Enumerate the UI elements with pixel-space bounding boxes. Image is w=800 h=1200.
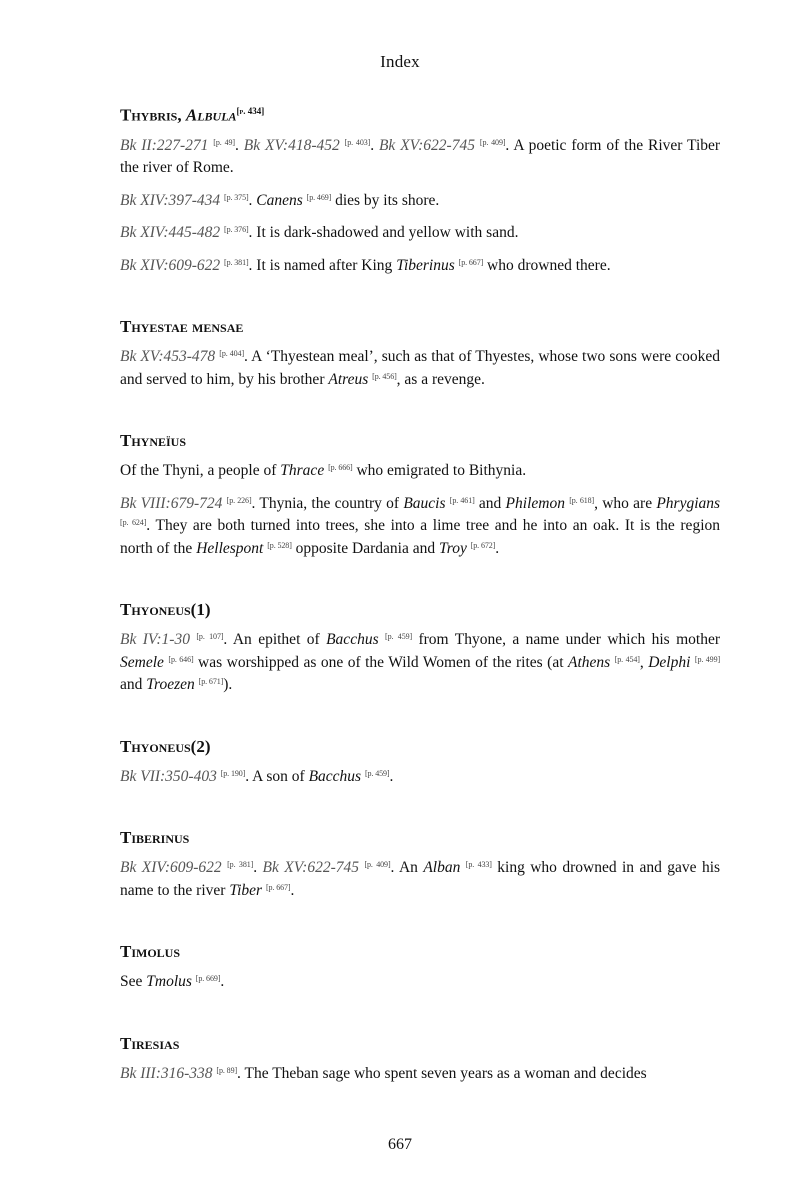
- page-reference[interactable]: [p. 49]: [213, 137, 235, 147]
- book-reference-link[interactable]: Bk IV:1-30: [120, 631, 190, 649]
- page-reference[interactable]: [p. 646]: [168, 654, 194, 664]
- index-entry: [120, 100, 720, 277]
- page-reference[interactable]: [p. 459]: [385, 632, 413, 642]
- entry-headword: [120, 827, 720, 849]
- entry-text: . They are both turned into trees, she into a lime tree and he into an oak. It is the region north of the: [120, 517, 720, 557]
- page-reference[interactable]: [p. 672]: [470, 540, 496, 550]
- book-reference-link[interactable]: Bk VIII:679-724: [120, 494, 223, 512]
- entry-text: .: [220, 973, 225, 991]
- entry-text: .: [253, 859, 263, 877]
- cross-reference-link[interactable]: Hellespont: [196, 539, 264, 557]
- page-reference[interactable]: [p. 409]: [479, 137, 506, 147]
- book-reference-link[interactable]: Bk II:227-271: [120, 136, 209, 154]
- entry-text: Of the Thyni, a people of: [120, 462, 281, 480]
- entry-paragraph: [120, 971, 720, 994]
- entry-text: .: [370, 136, 379, 154]
- page-reference[interactable]: [p. 528]: [267, 540, 292, 550]
- entry-paragraph: [120, 1063, 720, 1086]
- cross-reference-link[interactable]: Canens: [256, 191, 303, 209]
- entry-paragraph: [120, 493, 720, 561]
- entry-text: . It is named after King: [248, 256, 397, 274]
- entry-paragraph: [120, 460, 720, 483]
- entry-text: . It is dark-shadowed and yellow with sand.: [248, 224, 519, 242]
- entry-text: who drowned there.: [483, 256, 611, 274]
- entry-text: .: [290, 881, 295, 899]
- entry-text: ).: [223, 676, 233, 694]
- headword-text: Timolus: [120, 942, 181, 962]
- index-entry: [120, 1033, 720, 1086]
- cross-reference-link[interactable]: Semele: [120, 653, 164, 671]
- entry-paragraph: [120, 346, 720, 391]
- entry-text: dies by its shore.: [331, 191, 440, 209]
- page-reference[interactable]: [p. 499]: [694, 654, 721, 664]
- page-reference[interactable]: [p. 618]: [569, 495, 595, 505]
- page-reference[interactable]: [p. 671]: [198, 677, 224, 687]
- entry-text: and: [120, 676, 147, 694]
- page-reference[interactable]: [p. 375]: [224, 192, 249, 202]
- index-entry: [120, 599, 720, 697]
- cross-reference-link[interactable]: Alban: [423, 859, 461, 877]
- page-reference[interactable]: [p. 669]: [195, 974, 221, 984]
- page-reference[interactable]: [p. 469]: [306, 192, 332, 202]
- cross-reference-link[interactable]: Atreus: [328, 370, 369, 388]
- headword-text: Thyoneus(2): [120, 736, 211, 756]
- book-reference-link[interactable]: Bk XV:622-745: [378, 136, 475, 154]
- entry-text: , as a revenge.: [396, 370, 485, 388]
- entry-text: .: [248, 191, 257, 209]
- index-entry: [120, 827, 720, 902]
- page-reference[interactable]: [p. 434]: [236, 106, 265, 116]
- book-reference-link[interactable]: Bk III:316-338: [120, 1064, 213, 1082]
- page-reference[interactable]: [p. 666]: [328, 463, 353, 473]
- entry-paragraph: [120, 255, 720, 278]
- entry-text: .: [234, 136, 244, 154]
- index-entry: [120, 316, 720, 391]
- entry-text: ,: [639, 653, 649, 671]
- page-reference[interactable]: [p. 376]: [224, 225, 249, 235]
- page-reference[interactable]: [p. 667]: [458, 257, 484, 267]
- cross-reference-link[interactable]: Philemon: [505, 494, 565, 512]
- page-reference[interactable]: [p. 381]: [227, 860, 254, 870]
- cross-reference-link[interactable]: Baucis: [403, 494, 446, 512]
- page-reference[interactable]: [p. 107]: [196, 632, 224, 642]
- entry-text: and: [474, 494, 506, 512]
- index-entry: [120, 736, 720, 789]
- entry-text: .: [495, 539, 500, 557]
- cross-reference-link[interactable]: Athens: [568, 653, 611, 671]
- entry-text: . A ‘Thyestean meal’, such as that of Thyestes, whose two sons were cooked and served to him, by his brother: [120, 348, 720, 388]
- page-reference[interactable]: [p. 461]: [449, 495, 475, 505]
- headword-text: Tiberinus: [120, 828, 190, 848]
- entry-paragraph: [120, 222, 720, 245]
- running-header: Index: [380, 52, 420, 71]
- index-entry: [120, 941, 720, 994]
- page-reference[interactable]: [p. 456]: [372, 371, 397, 381]
- page-reference[interactable]: [p. 433]: [465, 860, 492, 870]
- entry-text: opposite Dardania and: [291, 539, 439, 557]
- entry-text: . An: [390, 859, 424, 877]
- entry-text: , who are: [594, 494, 657, 512]
- entry-paragraph: [120, 629, 720, 697]
- book-reference-link[interactable]: Bk XV:418-452: [243, 136, 340, 154]
- cross-reference-link[interactable]: Tmolus: [146, 973, 192, 991]
- page-reference[interactable]: [p. 403]: [344, 137, 371, 147]
- cross-reference-link[interactable]: Troezen: [146, 676, 195, 694]
- headword-text: Thybris,: [120, 105, 182, 125]
- alternate-name-link[interactable]: Albula: [185, 105, 237, 125]
- entry-headword: [120, 430, 720, 452]
- entry-text: from Thyone, a name under which his mother: [412, 631, 720, 649]
- page-reference[interactable]: [p. 190]: [220, 768, 246, 778]
- book-reference-link[interactable]: Bk VII:350-403: [120, 767, 217, 785]
- page-number: 667: [388, 1136, 412, 1153]
- cross-reference-link[interactable]: Tiberinus: [396, 256, 455, 274]
- entry-paragraph: [120, 190, 720, 213]
- entry-text: . A son of: [245, 767, 309, 785]
- book-reference-link[interactable]: Bk XIV:397-434: [120, 191, 221, 209]
- cross-reference-link[interactable]: Troy: [438, 539, 467, 557]
- entry-headword: [120, 100, 720, 127]
- entry-headword: [120, 941, 720, 963]
- index-body: [120, 100, 720, 1124]
- headword-text: Thyneïus: [120, 431, 187, 451]
- page-reference[interactable]: [p. 89]: [216, 1065, 238, 1075]
- headword-text: Tiresias: [120, 1033, 180, 1053]
- entry-text: . A poetic form of the River Tiber the river of Rome.: [120, 136, 721, 177]
- entry-text: was worshipped as one of the Wild Women of the rites (at: [193, 653, 568, 671]
- index-entry: [120, 430, 720, 560]
- entry-headword: [120, 316, 720, 338]
- entry-text: .: [389, 767, 394, 785]
- entry-headword: [120, 1033, 720, 1055]
- page-reference[interactable]: [p. 459]: [364, 768, 390, 778]
- entry-headword: [120, 599, 720, 621]
- entry-text: king who drowned in and gave his name to the river: [120, 859, 721, 899]
- cross-reference-link[interactable]: Thrace: [280, 462, 325, 480]
- book-reference-link[interactable]: Bk XIV:609-622: [120, 859, 222, 877]
- entry-text: See: [120, 973, 147, 991]
- entry-paragraph: [120, 135, 720, 180]
- book-reference-link[interactable]: Bk XIV:445-482: [120, 224, 221, 242]
- entry-text: . The Theban sage who spent seven years as a woman and decides: [237, 1064, 647, 1082]
- entry-paragraph: [120, 857, 720, 902]
- page-reference[interactable]: [p. 624]: [120, 518, 147, 528]
- entry-text: . An epithet of: [223, 631, 327, 649]
- entry-paragraph: [120, 766, 720, 789]
- page-reference[interactable]: [p. 381]: [224, 257, 249, 267]
- entry-text: . Thynia, the country of: [251, 494, 404, 512]
- cross-reference-link[interactable]: Phrygians: [656, 494, 721, 512]
- page-reference[interactable]: [p. 667]: [265, 882, 291, 892]
- page-reference[interactable]: [p. 404]: [219, 349, 245, 359]
- cross-reference-link[interactable]: Delphi: [648, 653, 691, 671]
- book-reference-link[interactable]: Bk XIV:609-622: [120, 256, 221, 274]
- headword-text: Thyestae mensae: [120, 317, 244, 337]
- page-reference[interactable]: [p. 454]: [614, 654, 640, 664]
- cross-reference-link[interactable]: Tiber: [229, 881, 263, 899]
- cross-reference-link[interactable]: Bacchus: [308, 767, 362, 785]
- page-reference[interactable]: [p. 226]: [226, 495, 252, 505]
- book-reference-link[interactable]: Bk XV:622-745: [262, 859, 360, 877]
- page-reference[interactable]: [p. 409]: [364, 860, 391, 870]
- headword-text: Thyoneus(1): [120, 600, 211, 620]
- book-reference-link[interactable]: Bk XV:453-478: [120, 348, 216, 366]
- cross-reference-link[interactable]: Bacchus: [326, 631, 379, 649]
- entry-headword: [120, 736, 720, 758]
- entry-text: who emigrated to Bithynia.: [352, 462, 527, 480]
